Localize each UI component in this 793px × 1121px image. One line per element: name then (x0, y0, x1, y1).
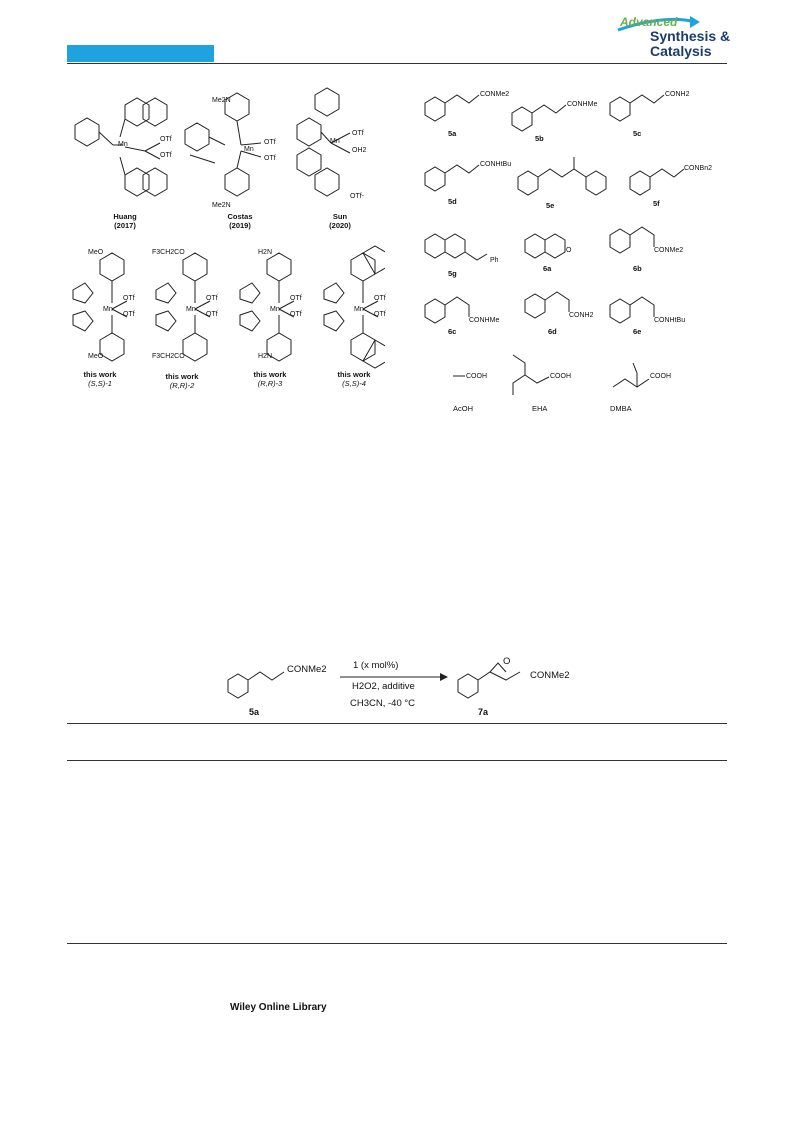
reactant-phenyl-ring (228, 674, 248, 698)
caption-cat1: this work (S,S)-1 (83, 370, 117, 388)
product-group-text: CONMe2 (530, 670, 570, 681)
label-5a: 5a (448, 129, 457, 138)
cat4-mn-label: Mn (354, 306, 364, 313)
sun-otf-counterion-label: OTf- (350, 193, 364, 200)
6e-group: CONHtBu (654, 317, 686, 324)
label-5d: 5d (448, 197, 457, 206)
substrate-row-2 (425, 157, 684, 195)
product-chain (478, 672, 520, 680)
label-6a: 6a (543, 264, 552, 273)
label-5f: 5f (653, 199, 660, 208)
6c-group: CONHMe (469, 317, 500, 324)
cat1-otf-1: OTf (123, 295, 135, 302)
reactant-label: 5a (249, 707, 260, 717)
substrate-row-3 (425, 227, 654, 260)
product-label: 7a (478, 707, 489, 717)
cat3-mn-label: Mn (270, 306, 280, 313)
label-dmba: DMBA (610, 404, 632, 413)
label-eha: EHA (532, 404, 548, 413)
product-phenyl-ring (458, 674, 478, 698)
substrate-structures-drawing (415, 85, 715, 395)
costas-otf-label-1: OTf (264, 139, 276, 146)
caption-cat3: this work (R,R)-3 (253, 370, 287, 388)
cat1-meo-bottom: MeO (88, 353, 104, 360)
cat2-otf-2: OTf (206, 311, 218, 318)
logo-word-advanced: Advanced (620, 15, 678, 29)
5b-group: CONHMe (567, 101, 598, 108)
table-header-rule (67, 760, 727, 761)
cat3-h2n-top: H2N (258, 249, 273, 256)
caption-sun: Sun (2020) (329, 212, 351, 230)
5a-group: CONMe2 (480, 91, 510, 98)
this-work-catalysts-structures (73, 246, 385, 368)
cat2-f3ch2co-bottom: F3CH2CO (152, 353, 185, 360)
table-top-rule (67, 723, 727, 724)
cat2-f3ch2co-top: F3CH2CO (152, 249, 185, 256)
sun-mn-label: Mn (330, 138, 340, 145)
5g-group: Ph (490, 257, 499, 264)
header-rule (67, 63, 727, 64)
label-5e: 5e (546, 201, 555, 210)
label-6e: 6e (633, 327, 642, 336)
label-5b: 5b (535, 134, 544, 143)
label-6b: 6b (633, 264, 642, 273)
cat3-h2n-bottom: H2N (258, 353, 273, 360)
caption-costas: Costas (2019) (227, 212, 253, 230)
huang-otf-label-2: OTf (160, 152, 172, 159)
label-6c: 6c (448, 327, 457, 336)
reactant-group-text: CONMe2 (287, 664, 327, 675)
journal-logo (604, 10, 734, 62)
conditions-solvent-temp: CH3CN, -40 °C (350, 698, 416, 709)
costas-me2n-label-top: Me2N (212, 97, 231, 104)
huang-otf-label-1: OTf (160, 136, 172, 143)
costas-me2n-label-bottom: Me2N (212, 202, 231, 209)
catalyst-structures-drawing (65, 85, 385, 405)
label-6d: 6d (548, 327, 557, 336)
sun-catalyst-structure (297, 88, 350, 196)
logo-word-catalysis: Catalysis (650, 43, 712, 59)
cat4-otf-1: OTf (374, 295, 386, 302)
reaction-arrow-head (440, 673, 448, 681)
6d-group: CONH2 (569, 312, 594, 319)
label-5g: 5g (448, 269, 457, 278)
6a-group: O (566, 247, 572, 254)
cat4-otf-2: OTf (374, 311, 386, 318)
sun-otf-label: OTf (352, 130, 364, 137)
sun-oh2-label: OH2 (352, 147, 367, 154)
cat1-meo-top: MeO (88, 249, 104, 256)
5c-group: CONH2 (665, 91, 690, 98)
caption-cat4: this work (S,S)-4 (337, 370, 371, 388)
caption-huang: Huang (2017) (113, 212, 137, 230)
cat2-mn-label: Mn (186, 306, 196, 313)
conditions-catalyst: 1 (x mol%) (353, 660, 399, 671)
cat1-mn-label: Mn (103, 306, 113, 313)
caption-cat2: this work (R,R)-2 (165, 372, 199, 390)
huang-mn-label: Mn (118, 141, 128, 148)
conditions-oxidant: H2O2, additive (352, 681, 415, 692)
cat3-otf-2: OTf (290, 311, 302, 318)
publisher-footer: Wiley Online Library (230, 1002, 327, 1013)
cat1-otf-2: OTf (123, 311, 135, 318)
header-accent-bar (67, 45, 214, 62)
costas-catalyst-structure (185, 93, 261, 196)
substrate-row-1 (425, 95, 664, 131)
5d-group: CONHtBu (480, 161, 512, 168)
label-5c: 5c (633, 129, 642, 138)
cat2-otf-1: OTf (206, 295, 218, 302)
costas-otf-label-2: OTf (264, 155, 276, 162)
acoh-group: COOH (466, 373, 487, 380)
reactant-alkene-chain (248, 672, 284, 680)
label-acoh: AcOH (453, 404, 474, 413)
cat3-otf-1: OTf (290, 295, 302, 302)
5f-group: CONBn2 (684, 165, 713, 172)
6b-group: CONMe2 (654, 247, 684, 254)
logo-word-synthesis: Synthesis & (650, 28, 731, 44)
eha-group: COOH (550, 373, 571, 380)
epoxide-o-label: O (503, 656, 511, 667)
dmba-group: COOH (650, 373, 671, 380)
costas-mn-label: Mn (244, 146, 254, 153)
table-bottom-rule (67, 943, 727, 944)
substrate-row-4 (425, 292, 654, 323)
